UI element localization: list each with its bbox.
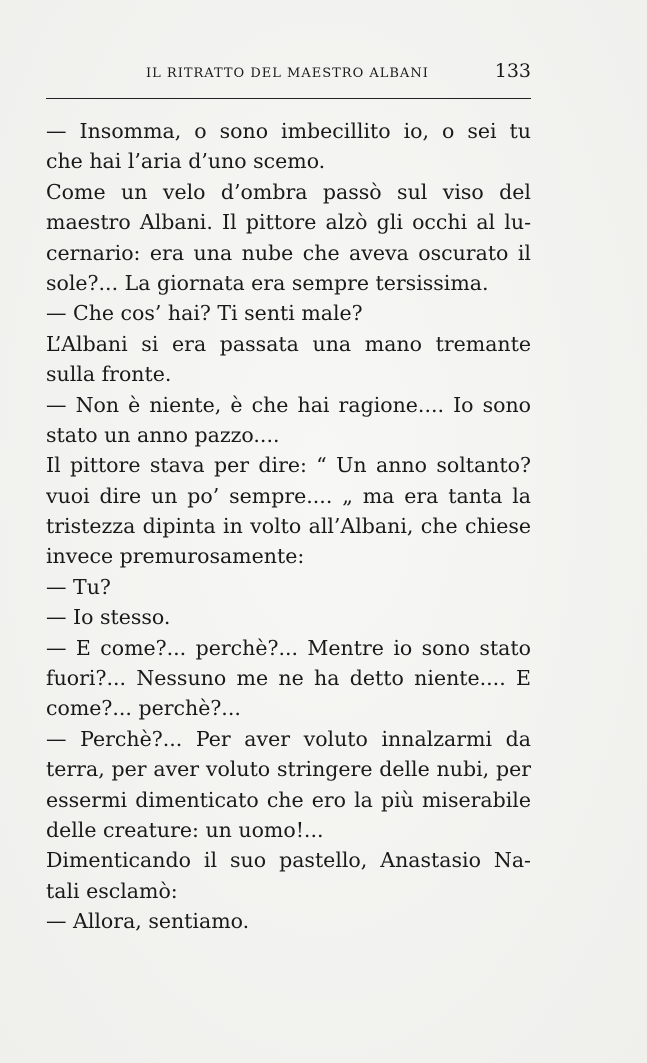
- page-header: [46, 60, 531, 92]
- header-rule: [46, 98, 531, 99]
- text-line: come?... perchè?...: [46, 696, 241, 721]
- text-line: invece premurosamente:: [46, 544, 305, 569]
- text-line: Dimenticando il suo pastello, Anastasio Na-: [46, 848, 531, 873]
- text-line: che hai l’aria d’uno scemo.: [46, 149, 326, 174]
- page-number: 133: [494, 60, 531, 82]
- running-title: IL RITRATTO DEL MAESTRO ALBANI: [146, 66, 429, 81]
- text-line: sole?... La giornata era sempre tersissima.: [46, 270, 489, 295]
- body-text: [46, 116, 531, 937]
- text-line: — Allora, sentiamo.: [46, 909, 250, 934]
- text-line: vuoi dire un po’ sempre.... „ ma era tanta la: [46, 483, 531, 508]
- text-line: — Perchè?... Per aver voluto innalzarmi da: [46, 726, 531, 751]
- text-line: — Non è niente, è che hai ragione.... Io sono: [46, 392, 531, 417]
- text-line: tali esclamò:: [46, 878, 178, 903]
- text-line: Il pittore stava per dire: “ Un anno soltanto?: [46, 453, 531, 478]
- text-line: terra, per aver voluto stringere delle nubi, per: [46, 757, 531, 782]
- text-line: stato un anno pazzo....: [46, 422, 280, 447]
- text-line: — Insomma, o sono imbecillito io, o sei tu: [46, 119, 531, 143]
- text-line: essermi dimenticato che ero la più miserabile: [46, 787, 531, 812]
- text-line: tristezza dipinta in volto all’Albani, che chiese: [46, 514, 531, 539]
- text-line: sulla fronte.: [46, 362, 172, 387]
- text-line: — Tu?: [46, 574, 111, 599]
- text-line: Come un velo d’ombra passò sul viso del: [46, 179, 531, 204]
- text-line: maestro Albani. Il pittore alzò gli occhi al lu-: [46, 210, 531, 235]
- text-line: delle creature: un uomo!...: [46, 817, 324, 842]
- text-line: — E come?... perchè?... Mentre io sono stato: [46, 635, 531, 660]
- text-line: cernario: era una nube che aveva oscurato il: [46, 240, 531, 265]
- text-line: L’Albani si era passata una mano tremante: [46, 331, 531, 356]
- text-line: — Che cos’ hai? Ti senti male?: [46, 301, 363, 326]
- text-line: fuori?... Nessuno me ne ha detto niente.... E: [46, 666, 531, 691]
- text-line: — Io stesso.: [46, 605, 171, 630]
